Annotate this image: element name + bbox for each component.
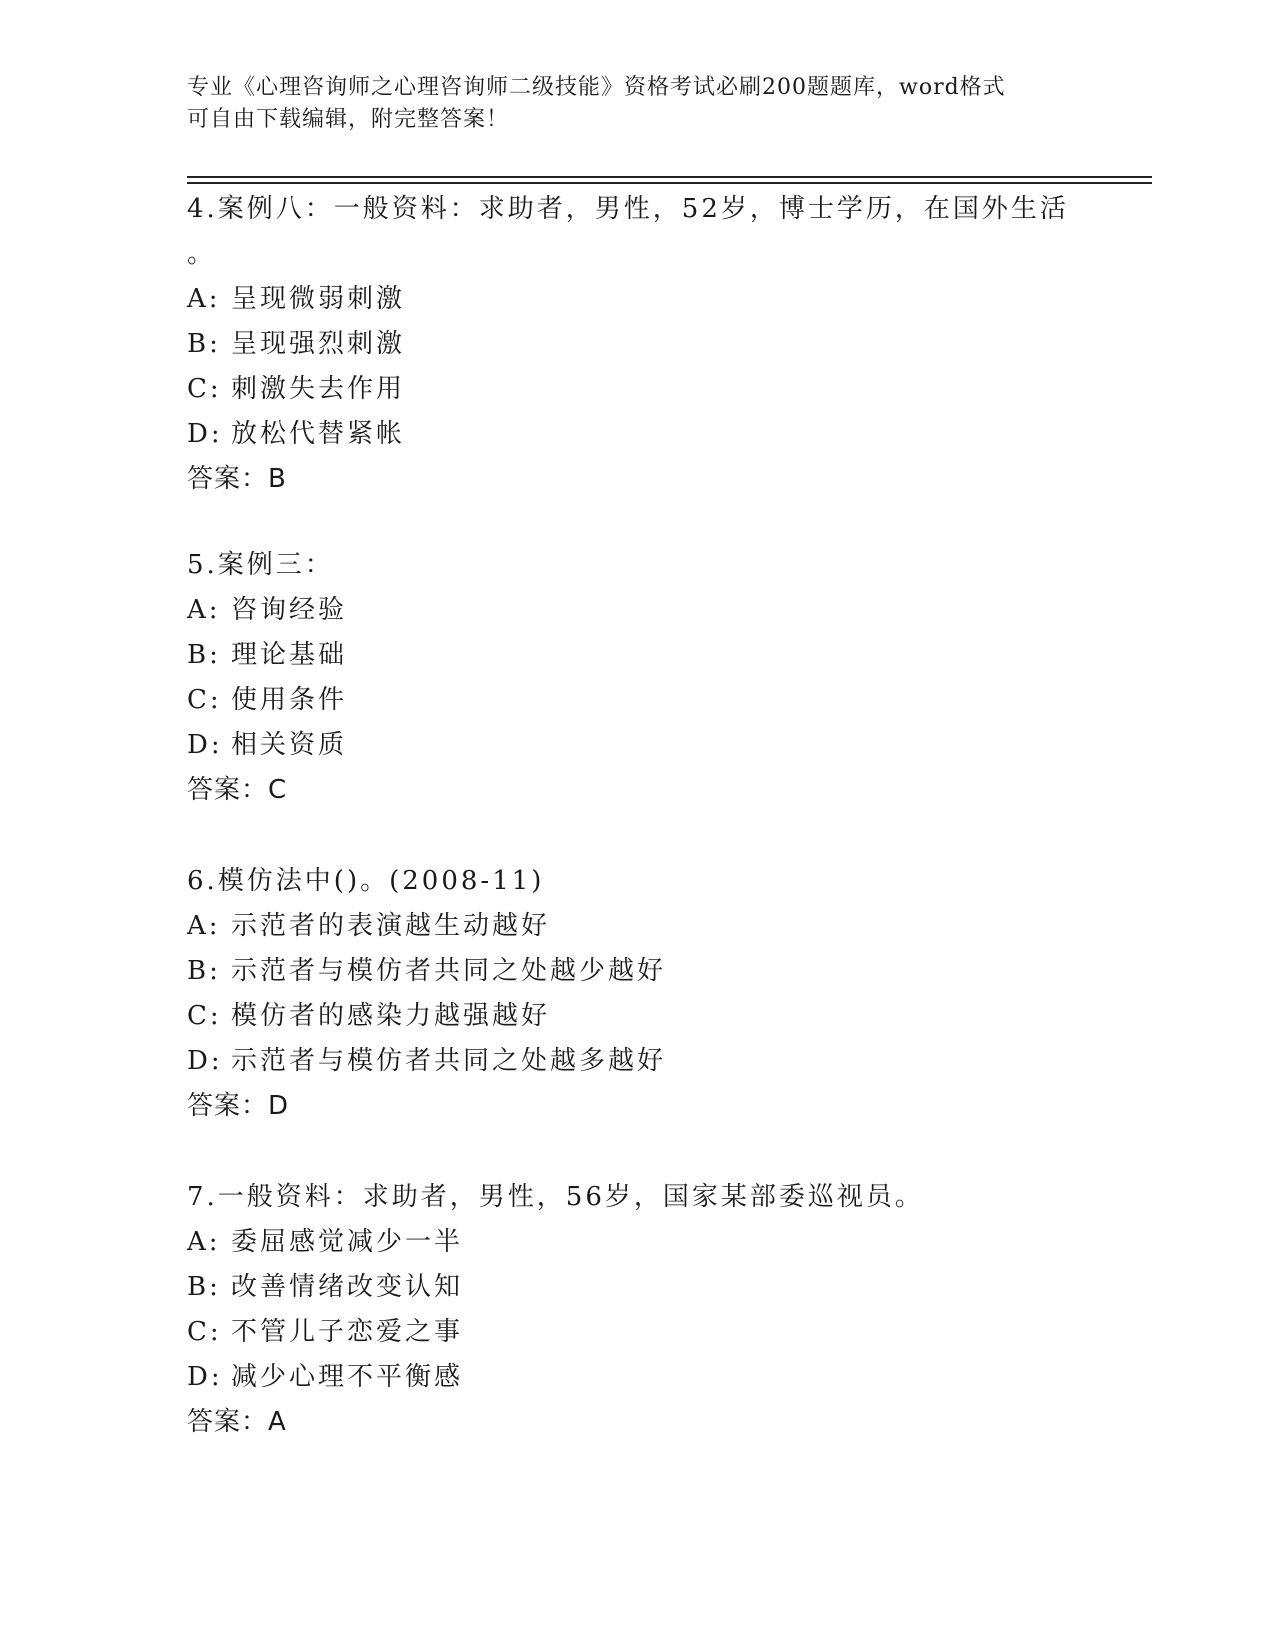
option-text: 使用条件 xyxy=(231,685,348,715)
option-text: 咨询经验 xyxy=(231,595,348,625)
question-stem: 5.案例三： xyxy=(187,550,334,580)
option-text: 改善情绪改变认知 xyxy=(231,1272,464,1302)
option-text: 刺激失去作用 xyxy=(231,374,406,404)
option-text: 呈现强烈刺激 xyxy=(231,329,406,359)
question-7 xyxy=(187,1175,1067,1445)
option-text: 委屈感觉减少一半 xyxy=(231,1227,464,1257)
option-b xyxy=(187,322,1067,367)
answer-line: 答案：A xyxy=(187,1407,287,1437)
option-d xyxy=(187,412,1067,457)
option-d xyxy=(187,723,1067,768)
option-text: 模仿者的感染力越强越好 xyxy=(231,1001,551,1031)
option-label: A: xyxy=(187,284,221,314)
option-text: 示范者的表演越生动越好 xyxy=(231,911,551,941)
question-stem: 4.案例八：一般资料：求助者，男性，52岁，博士学历，在国外生活 xyxy=(187,194,1069,224)
option-c xyxy=(187,994,1067,1039)
option-a xyxy=(187,904,1067,949)
option-label: B: xyxy=(187,1272,221,1302)
answer-line: 答案：D xyxy=(187,1091,290,1121)
answer-line: 答案：B xyxy=(187,464,287,494)
option-label: B: xyxy=(187,329,221,359)
option-label: A: xyxy=(187,1227,221,1257)
option-label: D: xyxy=(187,1046,223,1076)
question-stem-continuation: 。 xyxy=(187,239,214,269)
option-label: C: xyxy=(187,374,222,404)
option-text: 减少心理不平衡感 xyxy=(231,1362,464,1392)
option-text: 不管儿子恋爱之事 xyxy=(231,1317,464,1347)
option-d xyxy=(187,1039,1067,1084)
option-text: 示范者与模仿者共同之处越少越好 xyxy=(231,956,667,986)
option-label: D: xyxy=(187,1362,223,1392)
option-text: 示范者与模仿者共同之处越多越好 xyxy=(231,1046,667,1076)
option-b xyxy=(187,949,1067,994)
option-c xyxy=(187,367,1067,412)
option-a xyxy=(187,277,1067,322)
option-label: C: xyxy=(187,685,222,715)
option-a xyxy=(187,1220,1067,1265)
question-4 xyxy=(187,187,1067,502)
option-text: 呈现微弱刺激 xyxy=(231,284,406,314)
option-label: B: xyxy=(187,640,221,670)
option-d xyxy=(187,1355,1067,1400)
header-line-1: 专业《心理咨询师之心理咨询师二级技能》资格考试必刷200题题库，word格式 xyxy=(187,75,1006,100)
header-line-2: 可自由下载编辑，附完整答案！ xyxy=(187,107,510,132)
option-b xyxy=(187,633,1067,678)
header-rule-top xyxy=(187,176,1152,178)
option-label: A: xyxy=(187,595,221,625)
option-label: A: xyxy=(187,911,221,941)
option-a xyxy=(187,588,1067,633)
option-text: 理论基础 xyxy=(231,640,348,670)
option-label: C: xyxy=(187,1317,222,1347)
option-text: 相关资质 xyxy=(231,730,348,760)
option-label: D: xyxy=(187,730,223,760)
option-label: C: xyxy=(187,1001,222,1031)
option-text: 放松代替紧帐 xyxy=(231,419,406,449)
question-6 xyxy=(187,859,1067,1129)
question-5 xyxy=(187,543,1067,813)
option-label: B: xyxy=(187,956,221,986)
option-label: D: xyxy=(187,419,223,449)
option-c xyxy=(187,1310,1067,1355)
answer-line: 答案：C xyxy=(187,775,288,805)
question-stem: 7.一般资料：求助者，男性，56岁，国家某部委巡视员。 xyxy=(187,1182,924,1212)
header-rule-bottom xyxy=(187,182,1152,184)
question-stem: 6.模仿法中()。(2008-11) xyxy=(187,866,545,896)
document-header xyxy=(187,72,1067,136)
option-b xyxy=(187,1265,1067,1310)
option-c xyxy=(187,678,1067,723)
